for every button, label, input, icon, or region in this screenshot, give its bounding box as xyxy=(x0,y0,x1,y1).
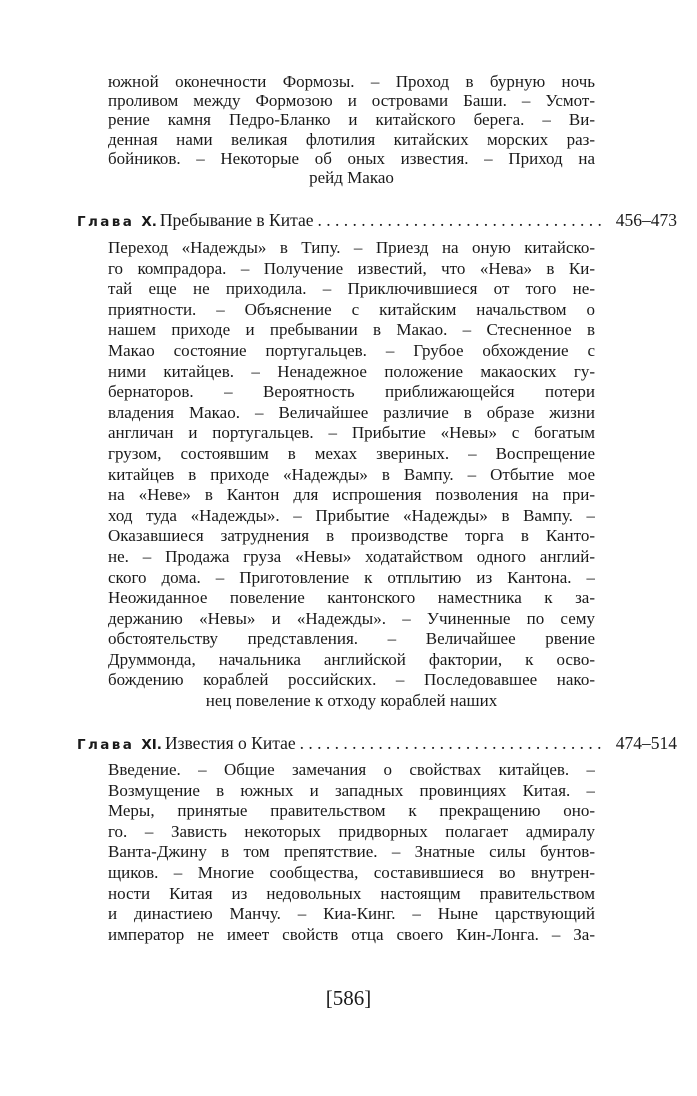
text-line: Ванта-Джину в том препятствие. – Знатные силы бунтов- xyxy=(108,842,595,862)
text-line: го компрадора. – Получение известий, что «Нева» в Ки- xyxy=(108,258,595,278)
text-line: бойников. – Некоторые об оных известия. – Приход на xyxy=(108,148,595,168)
dot-leader xyxy=(300,731,606,755)
chapter-xi-summary xyxy=(108,760,595,945)
toc-entry-chapter-xi[interactable] xyxy=(77,731,677,755)
text-line: проливом между Формозою и островами Баши. – Усмот- xyxy=(108,91,595,111)
text-line: ского дома. – Приготовление к отплытию из Кантона. – xyxy=(108,567,595,587)
text-line: Переход «Надежды» в Типу. – Приезд на оную китайско- xyxy=(108,238,595,257)
text-line: англичан и португальцев. – Прибытие «Невы» с богатым xyxy=(108,423,595,443)
text-line: китайцев в приходе «Надежды» в Вампу. – Отбытие мое xyxy=(108,464,595,484)
text-line: Оказавшиеся затруднения в производстве торга в Канто- xyxy=(108,526,595,546)
text-line: ход туда «Надежды». – Прибытие «Надежды» в Вампу. – xyxy=(108,505,595,525)
chapter-title: Пребывание в Китае xyxy=(159,210,314,230)
text-line: Друммонда, начальника английской фактории, к осво- xyxy=(108,649,595,669)
text-line: на «Неве» в Кантон для испрошения позволения на при- xyxy=(108,485,595,505)
text-line: Меры, принятые правительством к прекращению оно- xyxy=(108,801,595,821)
text-line: южной оконечности Формозы. – Проход в бурную ночь xyxy=(108,72,595,91)
text-line: бернаторов. – Вероятность приближающейся потери xyxy=(108,382,595,402)
text-line: го. – Зависть некоторых придворных полагает адмиралу xyxy=(108,821,595,841)
chapter-x-summary xyxy=(108,238,595,712)
text-line: нец повеление к отходу кораблей наших xyxy=(205,691,498,711)
page-range: 474–514 xyxy=(615,733,677,753)
text-line: рение камня Педро-Бланко и китайского берега. – Ви- xyxy=(108,110,595,130)
text-line: и династиею Манчу. – Киа-Кинг. – Ныне царствующий xyxy=(108,904,595,924)
text-line: держанию «Невы» и «Надежды». – Учиненные по сему xyxy=(108,608,595,628)
text-line: денная нами великая флотилия китайских морских раз- xyxy=(108,129,595,149)
chapter-label: Глава XI. xyxy=(77,737,162,753)
text-line: Неожиданное повеление кантонского наместника к за- xyxy=(108,588,595,608)
text-line: рейд Макао xyxy=(309,168,394,188)
text-line: грузом, состоявшим в мехах звериных. – Воспрещение xyxy=(108,443,595,463)
text-line: приятности. – Объяснение с китайским начальством о xyxy=(108,299,595,319)
text-line: нашем приходе и пребывании в Макао. – Стесненное в xyxy=(108,320,595,340)
text-line: ности Китая из недовольных настоящим правительством xyxy=(108,883,595,903)
text-line: Введение. – Общие замечания о свойствах китайцев. – xyxy=(108,760,595,779)
text-line: владения Макао. – Величайшее различие в образе жизни xyxy=(108,402,595,422)
dot-leader xyxy=(317,208,605,232)
page-range: 456–473 xyxy=(615,210,677,230)
text-line: не. – Продажа груза «Невы» ходатайством одного англий- xyxy=(108,546,595,566)
text-line: тай еще не приходила. – Приключившиеся от того не- xyxy=(108,279,595,299)
text-line: император не имеет свойств отца своего Кин-Лонга. – За- xyxy=(108,924,595,944)
text-line: обстоятельству представления. – Величайшее рвение xyxy=(108,629,595,649)
text-line: Возмущение в южных и западных провинциях Китая. – xyxy=(108,780,595,800)
toc-entry-chapter-x[interactable] xyxy=(77,208,677,232)
text-line: щиков. – Многие сообщества, составившиеся во внутрен- xyxy=(108,862,595,882)
text-line: бождению кораблей российских. – Последовавшее нако- xyxy=(108,670,595,690)
chapter-ix-summary-tail xyxy=(108,72,595,187)
text-line: ними китайцев. – Ненадежное положение макаоских гу- xyxy=(108,361,595,381)
chapter-label: Глава X. xyxy=(77,214,157,230)
text-line: Макао состояние португальцев. – Грубое обхождение с xyxy=(108,340,595,360)
chapter-title: Известия о Китае xyxy=(164,733,296,753)
page-number: [586] xyxy=(325,986,372,1010)
